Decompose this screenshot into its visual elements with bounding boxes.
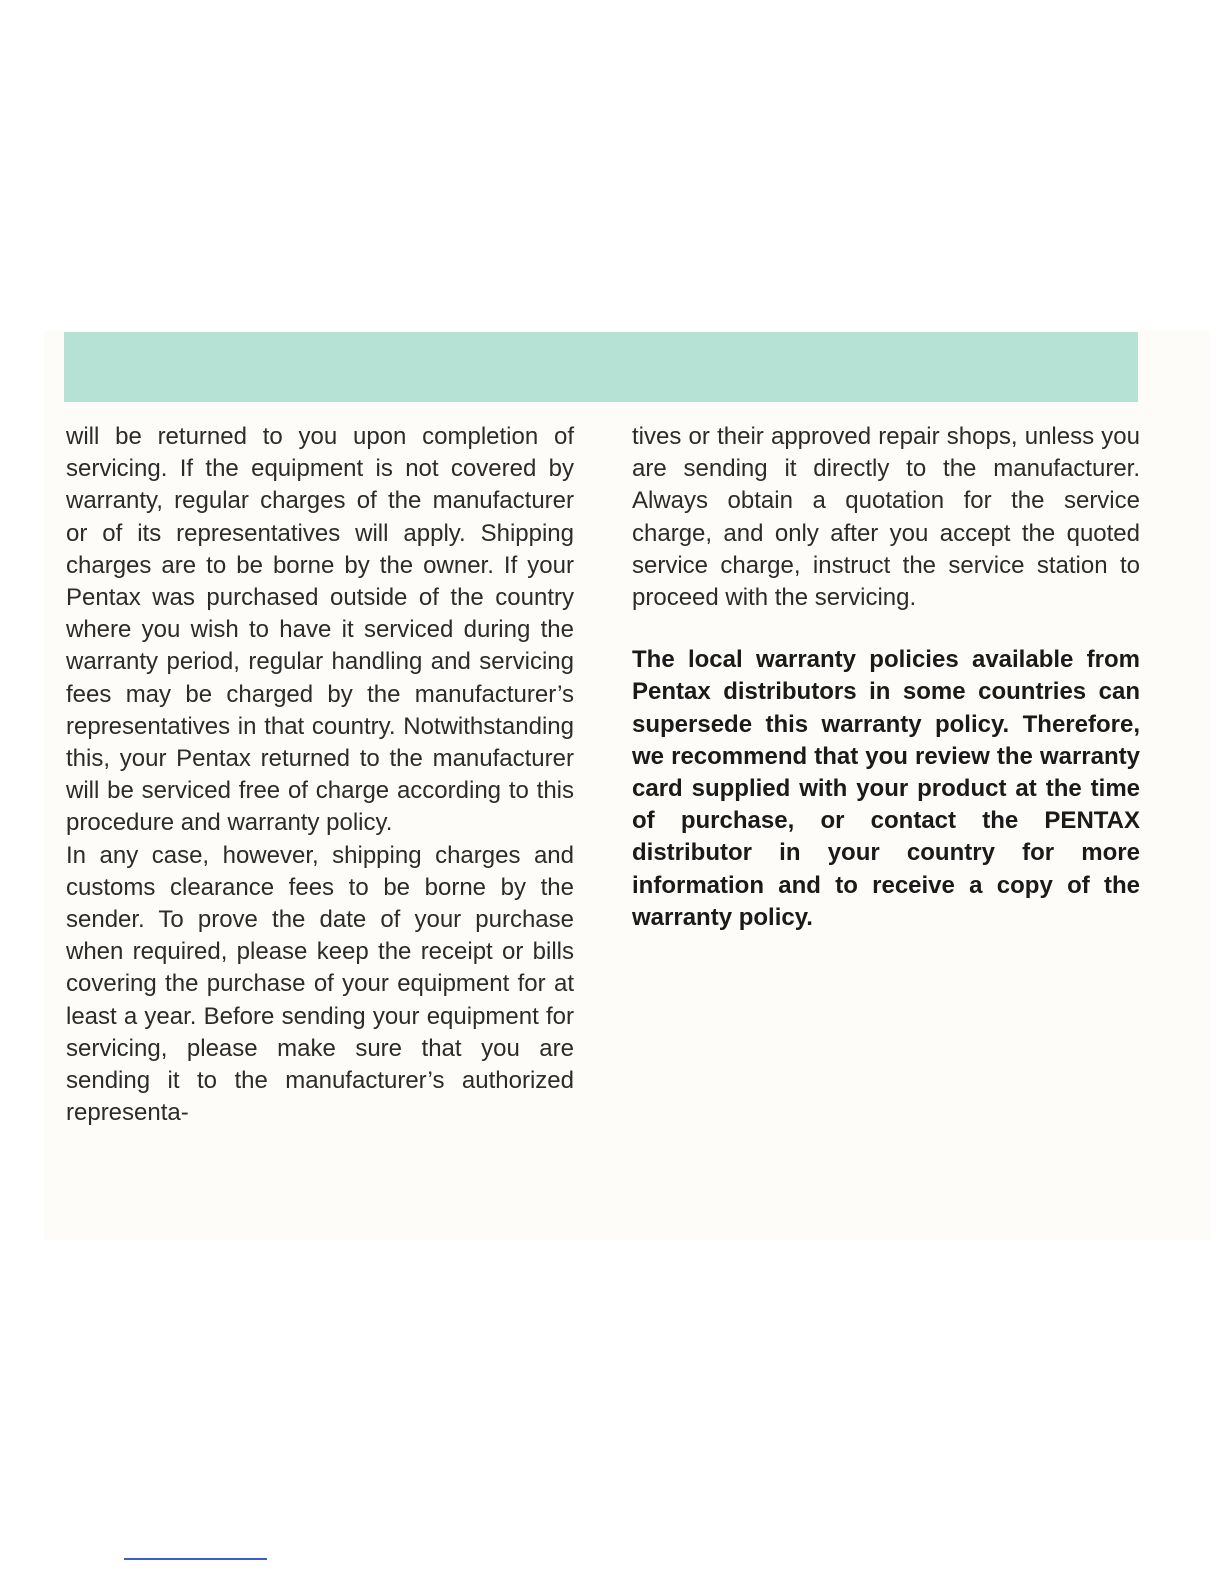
left-paragraph-1: will be returned to you upon completion of servicing. If the equipment is not covered by warranty, regular charges of the manufacturer or of its representatives will apply. Shipping charges are to be borne by the owner. If your Pentax was purchased outside of the country where you wish to have it serviced during the warranty period, regular handling and servicing fees may be charged by the manufacturer’s representatives in that country. Notwithstanding this, your Pentax returned to the manufacturer will be serviced free of charge according to this procedure and warranty policy. xyxy=(66,423,574,837)
left-paragraph-2: In any case, however, shipping charges and customs clearance fees to be borne by the sender. To prove the date of your purchase when required, please keep the receipt or bills covering the purchase of your equipment for at least a year. Before sending your equipment for servicing, please make sure that you are sending it to the manufacturer’s authorized representa- xyxy=(66,841,574,1127)
header-band xyxy=(64,332,1138,402)
left-column xyxy=(66,421,574,1129)
footer-rule xyxy=(124,1558,267,1560)
right-paragraph-1: tives or their approved repair shops, unless you are sending it directly to the manufacturer. Always obtain a quotation for the service charge, and only after you accept the quoted service charge, instruct the service station to proceed with the servicing. xyxy=(632,423,1140,612)
warranty-notice: The local warranty policies available from Pentax distributors in some countries can supersede this warranty policy. Therefore, we recommend that you review the warranty card supplied with your product at the time of purchase, or contact the PENTAX distributor in your country for more information and to receive a copy of the warranty policy. xyxy=(632,646,1140,931)
right-column xyxy=(632,421,1140,934)
